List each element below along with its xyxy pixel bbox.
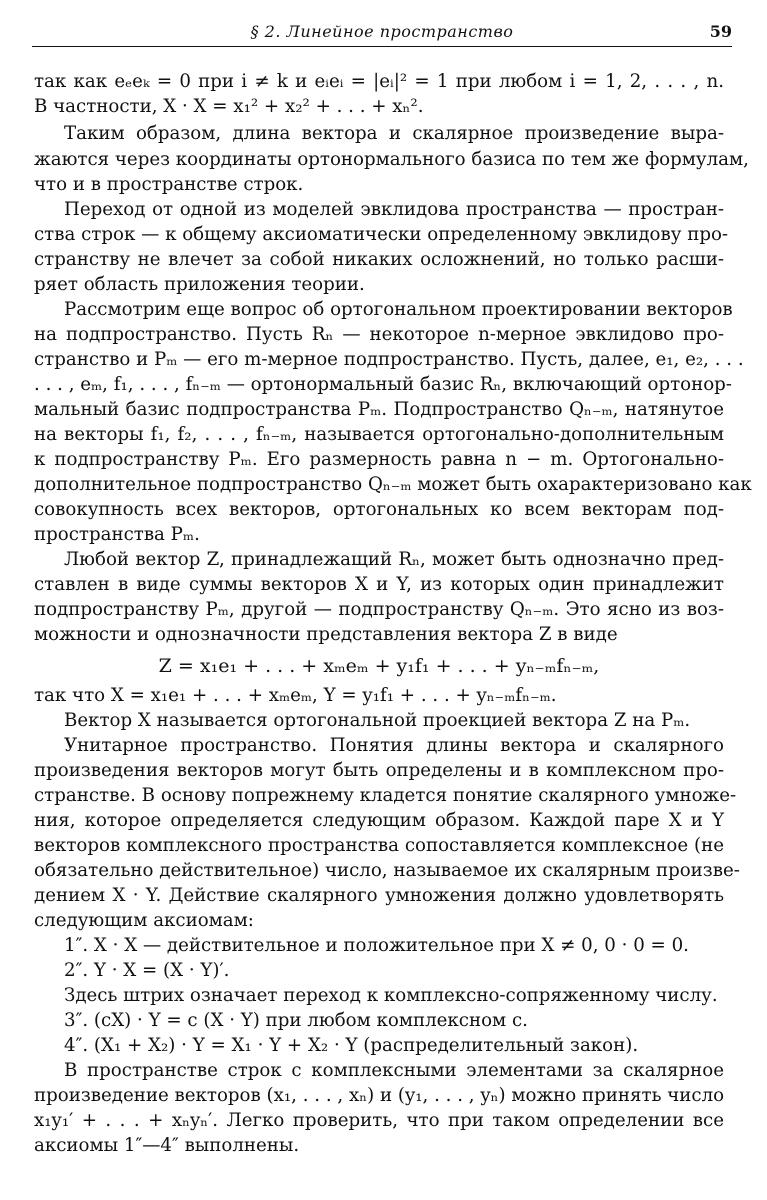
text-line: ряет область приложения теории. (34, 274, 365, 295)
text-line: дением X · Y. Действие скалярного умножения должно удовлетворять (34, 885, 724, 906)
display-formula: Z = x₁e₁ + . . . + xₘeₘ + y₁f₁ + . . . + yₙ₋ₘfₙ₋ₘ, (158, 655, 600, 677)
text-line: следующим аксиомам: (34, 910, 254, 931)
text-line: . . . , eₘ, f₁, . . . , fₙ₋ₘ — ортонормальный базис Rₙ, включающий ортонор- (34, 374, 732, 395)
text-line: обязательно действительное) число, называемое их скалярным произве- (34, 860, 740, 881)
text-line: на подпространство. Пусть Rₙ — некоторое n-мерное эвклидово про- (34, 324, 724, 345)
running-header (32, 22, 732, 47)
text-line: странство и Pₘ — его m-мерное подпространство. Пусть, далее, e₁, e₂, . . . (34, 349, 744, 370)
text-line: векторов комплексного пространства сопоставляется комплексное (не (34, 835, 724, 856)
text-line: дополнительное подпространство Qₙ₋ₘ может быть охарактеризовано как (34, 474, 752, 495)
text-line: Вектор X называется ортогональной проекцией вектора Z на Pₘ. (64, 710, 691, 731)
text-line: пространства Pₘ. (34, 524, 200, 545)
text-line: так как eₑeₖ = 0 при i ≠ k и eᵢeᵢ = |eᵢ|² = 1 при любом i = 1, 2, . . . , n. (34, 71, 724, 92)
text-line: совокупность всех векторов, ортогональных ко всем векторам под- (34, 499, 724, 520)
text-line: произведения векторов могут быть определены и в комплексном про- (34, 760, 724, 781)
text-line: на векторы f₁, f₂, . . . , fₙ₋ₘ, называется ортогонально-дополнительным (34, 424, 724, 445)
text-line: В частности, X · X = x₁² + x₂² + . . . + xₙ². (34, 96, 424, 117)
text-line: Любой вектор Z, принадлежащий Rₙ, может быть однозначно пред- (64, 549, 724, 570)
text-line: Рассмотрим еще вопрос об ортогональном проектировании векторов (64, 299, 733, 320)
text-line: так что X = x₁e₁ + . . . + xₘeₘ, Y = y₁f₁ + . . . + yₙ₋ₘfₙ₋ₘ. (34, 685, 557, 706)
page-number: 59 (709, 22, 732, 41)
axiom-3: 3″. (cX) · Y = c (X · Y) при любом комплексном c. (64, 1010, 528, 1031)
section-title: § 2. Линейное пространство (250, 22, 514, 41)
text-line: Таким образом, длина вектора и скалярное произведение выра- (64, 123, 724, 144)
subsection-heading-line: Унитарное пространство. Понятия длины вектора и скалярного (64, 735, 724, 756)
text-line: Здесь штрих означает переход к комплексно-сопряженному числу. (64, 985, 718, 1006)
text-line: что и в пространстве строк. (34, 174, 304, 195)
text-line: x₁y₁′ + . . . + xₙyₙ′. Легко проверить, что при таком определении все (34, 1110, 724, 1131)
text-line: произведение векторов (x₁, . . . , xₙ) и (y₁, . . . , yₙ) можно принять число (34, 1085, 725, 1106)
text-line: ния, которое определяется следующим образом. Каждой паре X и Y (34, 810, 724, 831)
axiom-1: 1″. X · X — действительное и положительное при X ≠ 0, 0 · 0 = 0. (64, 935, 689, 956)
text-line: жаются через координаты ортонормального базиса по тем же формулам, (34, 149, 749, 170)
text-line: В пространстве строк с комплексными элементами за скалярное (64, 1060, 724, 1081)
text-line: странстве. В основу попрежнему кладется понятие скалярного умноже- (34, 785, 737, 806)
text-line: ства строк — к общему аксиоматически определенному эвклидову про- (34, 224, 729, 245)
text-line: ставлен в виде суммы векторов X и Y, из которых один принадлежит (34, 574, 724, 595)
text-line: подпространству Pₘ, другой — подпространству Qₙ₋ₘ. Это ясно из воз- (34, 599, 724, 620)
text-line: странству не влечет за собой никаких осложнений, но только расши- (34, 249, 724, 270)
axiom-4: 4″. (X₁ + X₂) · Y = X₁ · Y + X₂ · Y (распределительный закон). (64, 1035, 639, 1056)
axiom-2: 2″. Y · X = (X · Y)′. (64, 960, 230, 981)
text-line: мальный базис подпространства Pₘ. Подпространство Qₙ₋ₘ, натянутое (34, 399, 724, 420)
text-line: можности и однозначности представления вектора Z в виде (34, 624, 618, 645)
text-line: Переход от одной из моделей эвклидова пространства — простран- (64, 199, 724, 220)
text-line: к подпространству Pₘ. Его размерность равна n − m. Ортогонально- (34, 449, 724, 470)
text-line: аксиомы 1″—4″ выполнены. (34, 1135, 300, 1156)
